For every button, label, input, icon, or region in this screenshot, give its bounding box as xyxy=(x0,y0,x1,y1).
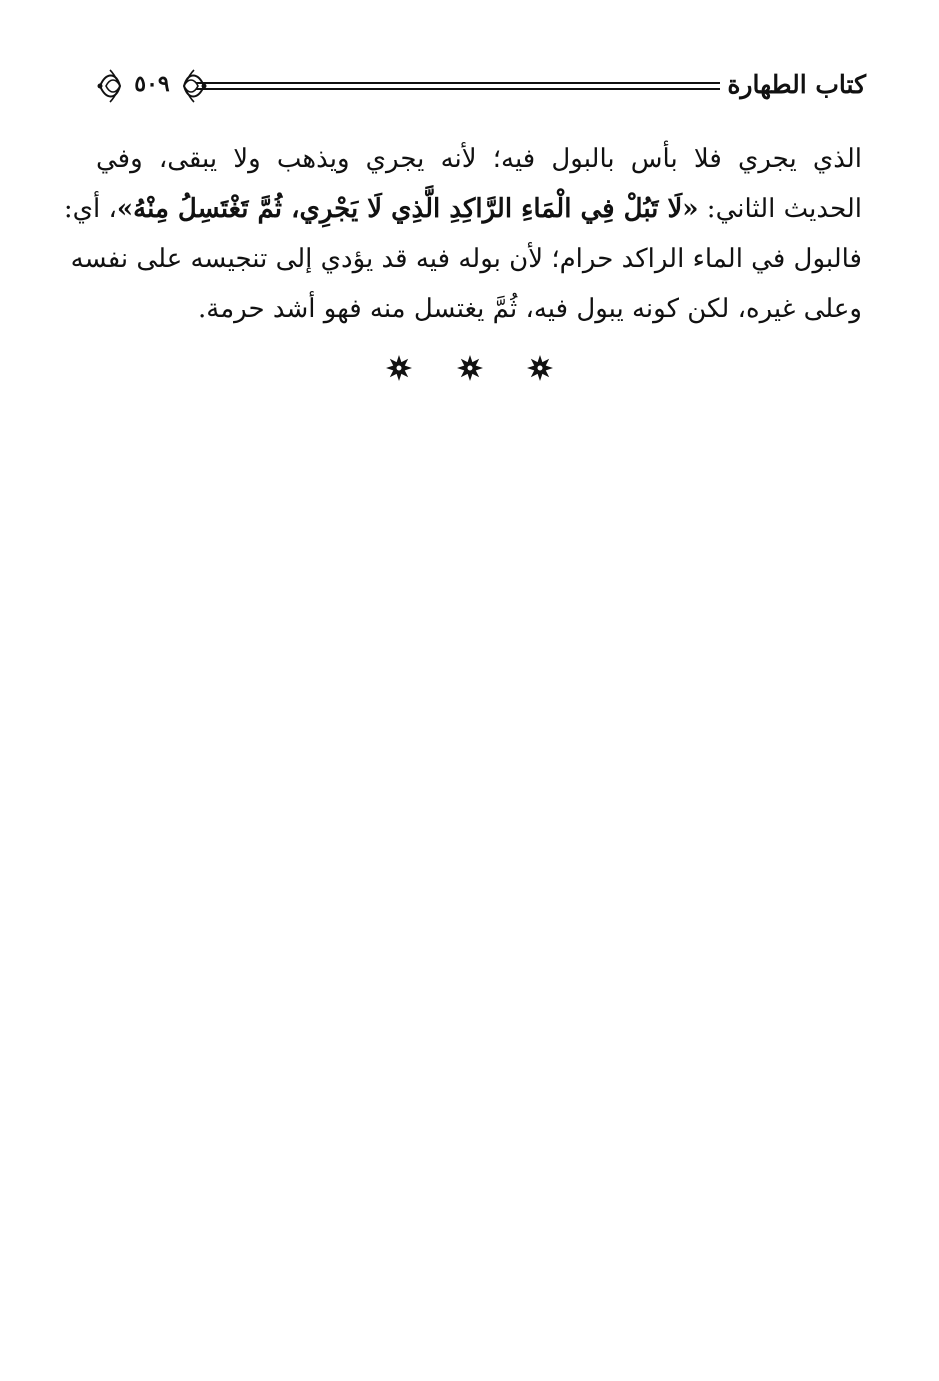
star-flower-icon xyxy=(525,353,555,383)
text-line: وعلى غيره، لكن كونه يبول فيه، ثُمَّ يغتسل منه فهو أشد حرمة. xyxy=(198,294,862,324)
text-segment: ، أي: xyxy=(63,194,117,224)
text-line xyxy=(63,184,862,234)
text-line: فالبول في الماء الراكد حرام؛ لأن بوله فيه قد يؤدي إلى تنجيسه على نفسه xyxy=(70,244,862,274)
header-rule xyxy=(196,82,720,91)
star-flower-icon xyxy=(384,353,414,383)
running-title: كتاب الطهارة xyxy=(727,70,866,99)
body-paragraph xyxy=(63,134,862,334)
text-segment: الحديث الثاني: xyxy=(698,194,862,224)
header-rule-line-bottom xyxy=(196,88,720,90)
page-number: ٥٠٩ xyxy=(134,71,170,97)
hadith-quote: «لَا تَبُلْ فِي الْمَاءِ الرَّاكِدِ الَّذِي لَا يَجْرِي، ثُمَّ تَغْتَسِلُ مِنْهُ» xyxy=(116,194,699,224)
page-number-frame xyxy=(96,62,208,110)
page-header xyxy=(96,60,866,116)
text-line: الذي يجري فلا بأس بالبول فيه؛ لأنه يجري ويذهب ولا يبقى، وفي xyxy=(96,144,862,174)
star-flower-icon xyxy=(455,353,485,383)
section-divider xyxy=(0,352,939,384)
header-rule-line-top xyxy=(196,82,720,84)
